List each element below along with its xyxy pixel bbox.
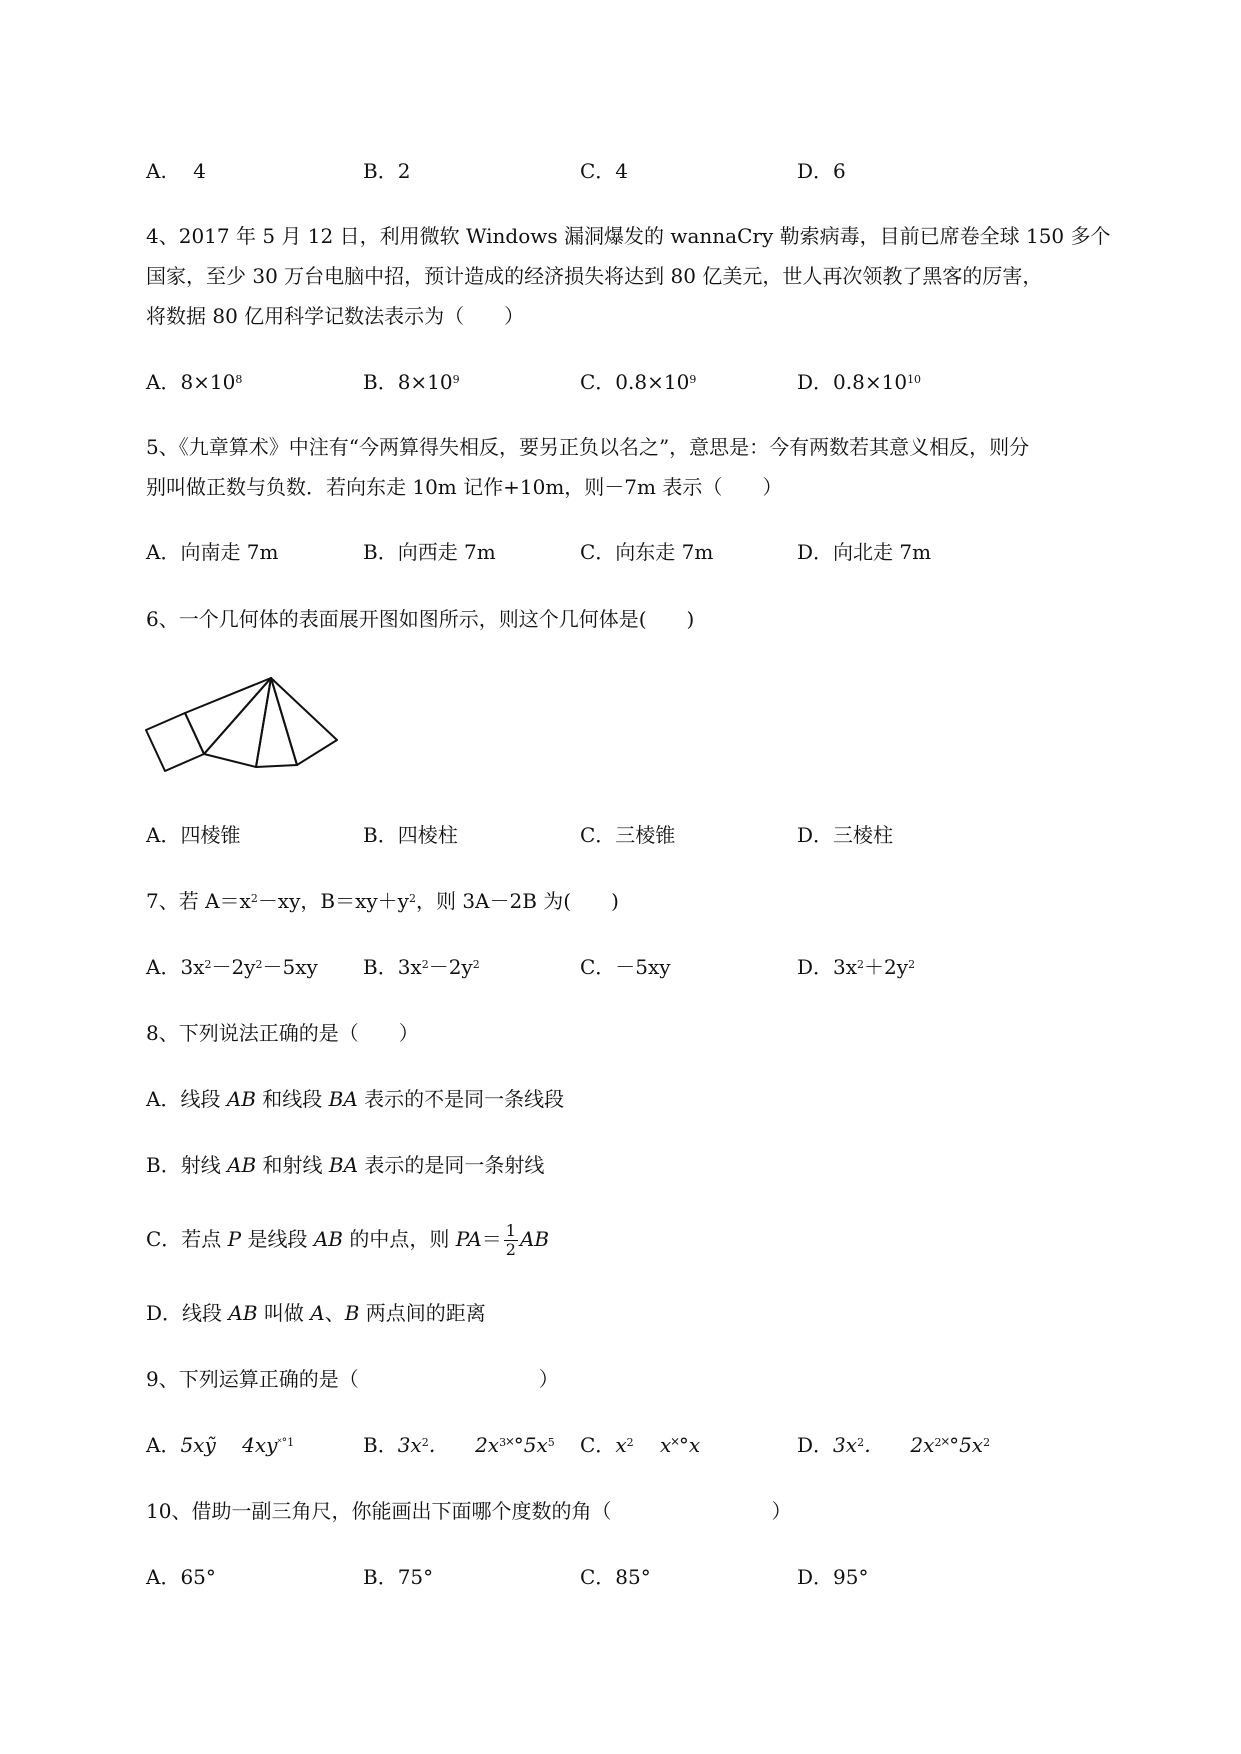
q5-stem-line2: 别叫做正数与负数．若向东走 10m 记作+10m，则－7m 表示（ ） [146,475,783,499]
q10-option-d: D．95° [797,1565,869,1589]
net-tri-3 [271,678,337,765]
q5-option-b: B．向西走 7m [363,540,496,564]
net-square [146,713,204,771]
q7-option-c: C．－5xy [580,955,671,979]
q9-option-c: C．$x^2$ x˟°x [580,1433,701,1457]
q3-option-a: A. 4 [146,159,206,183]
net-diagram [140,675,350,790]
q4-option-a: A．$8\times 10^8$ [146,370,243,394]
q10-option-a: A．65° [146,1565,216,1589]
q6-option-b: B．四棱柱 [363,823,458,847]
q6-option-c: C．三棱锥 [580,823,676,847]
q9-stem: 9、下列运算正确的是（ ） [146,1367,559,1391]
q4-stem-line3: 将数据 80 亿用科学记数法表示为（ ） [146,304,525,328]
q8-option-a: A．线段 AB 和线段 BA 表示的不是同一条线段 [146,1087,565,1111]
q8-stem: 8、下列说法正确的是（ ） [146,1021,419,1045]
q7-option-d: D．$3x^2+2y^2$ [797,955,916,979]
q8-option-c: C．若点 P 是线段 AB 的中点，则 PA＝ $\frac{1}{2}$ AB [146,1221,550,1259]
q7-stem: 7、若 $A=x^2-xy$，$B=xy+y^2$，则 3A－2B 为( ) [146,889,619,913]
q4-stem-line2: 国家，至少 30 万台电脑中招，预计造成的经济损失将达到 80 亿美元，世人再次领教了黑客的厉害， [146,264,1043,288]
q7-option-a: A．$3x^2-2y^2-5xy$ [146,955,318,979]
net-square-2 [185,678,271,754]
q9-option-d: D．$3x^2$． $2x^2˟^\circ 5x^2$ [797,1433,991,1457]
q3-option-b: B．2 [363,159,411,183]
q6-stem: 6、一个几何体的表面展开图如图所示，则这个几何体是( ) [146,607,695,631]
q3-option-d: D．6 [797,159,846,183]
q5-option-c: C．向东走 7m [580,540,714,564]
q3-option-c: C．4 [580,159,629,183]
q4-option-d: D．$0.8\times 10^{10}$ [797,370,922,394]
q6-option-d: D．三棱柱 [797,823,894,847]
q7-option-b: B．$3x^2-2y^2$ [363,955,480,979]
net-tri-2 [256,678,297,767]
q10-stem: 10、借助一副三角尺，你能画出下面哪个度数的角（ ） [146,1499,792,1523]
q9-option-a: A．5xỹ $4xy^{˟^\circ 1}$ [146,1433,295,1457]
q8-option-d: D．线段 AB 叫做 A、B 两点间的距离 [146,1301,486,1325]
q5-option-d: D．向北走 7m [797,540,932,564]
q10-option-c: C．85° [580,1565,651,1589]
q9-option-b: B．$3x^2$． $2x^3˟^\circ 5x^5$ [363,1433,555,1457]
fraction-one-half: $\frac{1}{2}$ [505,1221,516,1259]
q10-option-b: B．75° [363,1565,434,1589]
q5-stem-line1: 5、《九章算术》中注有“今两算得失相反，要另正负以名之”，意思是：今有两数若其意义相反，则分 [146,435,1030,459]
q5-option-a: A．向南走 7m [146,540,279,564]
q4-stem-line1: 4、2017 年 5 月 12 日，利用微软 Windows 漏洞爆发的 wannaCry 勒索病毒，目前已席卷全球 150 多个 [146,224,1111,248]
q4-option-b: B．$8\times 10^9$ [363,370,460,394]
q4-option-c: C．$0.8\times 10^9$ [580,370,697,394]
q6-option-a: A．四棱锥 [146,823,241,847]
q8-option-b: B．射线 AB 和射线 BA 表示的是同一条射线 [146,1153,545,1177]
